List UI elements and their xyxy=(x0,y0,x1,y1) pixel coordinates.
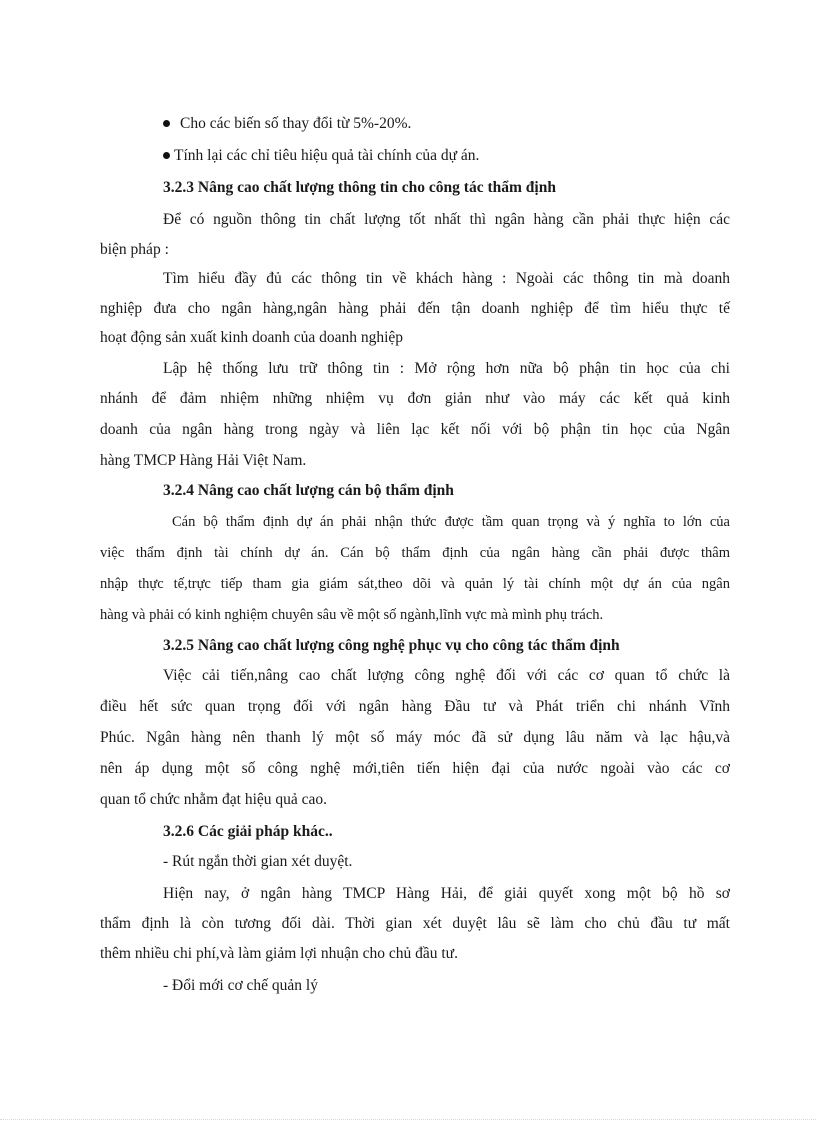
bullet-text-1: Cho các biến số thay đổi từ 5%-20%. xyxy=(180,115,412,132)
paragraph-line: Việc cải tiến,nâng cao chất lượng công nghệ đối với các cơ quan tổ chức là xyxy=(163,667,730,684)
section-heading-3-2-3: 3.2.3 Nâng cao chất lượng thông tin cho công tác thẩm định xyxy=(163,179,556,196)
paragraph-line: Hiện nay, ở ngân hàng TMCP Hàng Hải, để giải quyết xong một bộ hồ sơ xyxy=(163,885,730,902)
bullet-item-1 xyxy=(163,114,411,134)
paragraph-line: quan tổ chức nhằm đạt hiệu quả cao. xyxy=(100,791,328,808)
paragraph-line: việc thẩm định tài chính dự án. Cán bộ thẩm định của ngân hàng cần phải được thâm xyxy=(100,545,730,561)
paragraph-line: biện pháp : xyxy=(100,241,169,258)
paragraph-line: thẩm định là còn tương đối dài. Thời gian xét duyệt lâu sẽ làm cho chủ đầu tư mất xyxy=(100,915,730,932)
paragraph-line: hoạt động sản xuất kinh doanh của doanh nghiệp xyxy=(100,329,404,346)
paragraph-line: nhánh để đảm nhiệm những nhiệm vụ đơn giản như vào máy các kết quả kinh xyxy=(100,390,730,407)
paragraph-line: Cán bộ thẩm định dự án phải nhận thức được tầm quan trọng và ý nghĩa to lớn của xyxy=(172,514,730,530)
bullet-dot-icon xyxy=(163,152,170,159)
paragraph-line: Tìm hiểu đầy đủ các thông tin về khách hàng : Ngoài các thông tin mà doanh xyxy=(163,270,730,287)
section-heading-3-2-5: 3.2.5 Nâng cao chất lượng công nghệ phục vụ cho công tác thẩm định xyxy=(163,637,620,654)
paragraph-line: Để có nguồn thông tin chất lượng tốt nhất thì ngân hàng cần phải thực hiện các xyxy=(163,211,730,228)
paragraph-line: Phúc. Ngân hàng nên thanh lý một số máy móc đã sử dụng lâu năm và lạc hậu,và xyxy=(100,729,730,746)
section-heading-3-2-6: 3.2.6 Các giải pháp khác.. xyxy=(163,823,333,840)
list-item-dash-2: - Đổi mới cơ chế quản lý xyxy=(163,977,318,994)
paragraph-line: doanh của ngân hàng trong ngày và liên lạc kết nối với bộ phận tin học của Ngân xyxy=(100,421,730,438)
paragraph-line: nên áp dụng một số công nghệ mới,tiên tiến hiện đại của nước ngoài vào các cơ xyxy=(100,760,730,777)
paragraph-line: thêm nhiều chi phí,và làm giảm lợi nhuận cho chủ đầu tư. xyxy=(100,945,458,962)
paragraph-line: nghiệp đưa cho ngân hàng,ngân hàng phải đến tận doanh nghiệp để tìm hiểu thực tế xyxy=(100,300,730,317)
paragraph-line: hàng TMCP Hàng Hải Việt Nam. xyxy=(100,452,307,469)
bullet-item-2 xyxy=(163,146,479,166)
bullet-text-2: Tính lại các chỉ tiêu hiệu quả tài chính của dự án. xyxy=(174,147,480,164)
paragraph-line: hàng và phải có kinh nghiệm chuyên sâu về một số ngành,lĩnh vực mà mình phụ trách. xyxy=(100,607,604,623)
list-item-dash-1: - Rút ngắn thời gian xét duyệt. xyxy=(163,853,353,870)
paragraph-line: nhập thực tế,trực tiếp tham gia giám sát,theo dõi và quản lý tài chính một dự án của ngân xyxy=(100,576,730,592)
page-bottom-border xyxy=(0,1119,816,1120)
bullet-dot-icon xyxy=(163,120,170,127)
paragraph-line: điều hết sức quan trọng đối với ngân hàng Đầu tư và Phát triển chi nhánh Vĩnh xyxy=(100,698,730,715)
paragraph-line: Lập hệ thống lưu trữ thông tin : Mở rộng hơn nữa bộ phận tin học của chi xyxy=(163,360,730,377)
section-heading-3-2-4: 3.2.4 Nâng cao chất lượng cán bộ thẩm định xyxy=(163,482,454,499)
